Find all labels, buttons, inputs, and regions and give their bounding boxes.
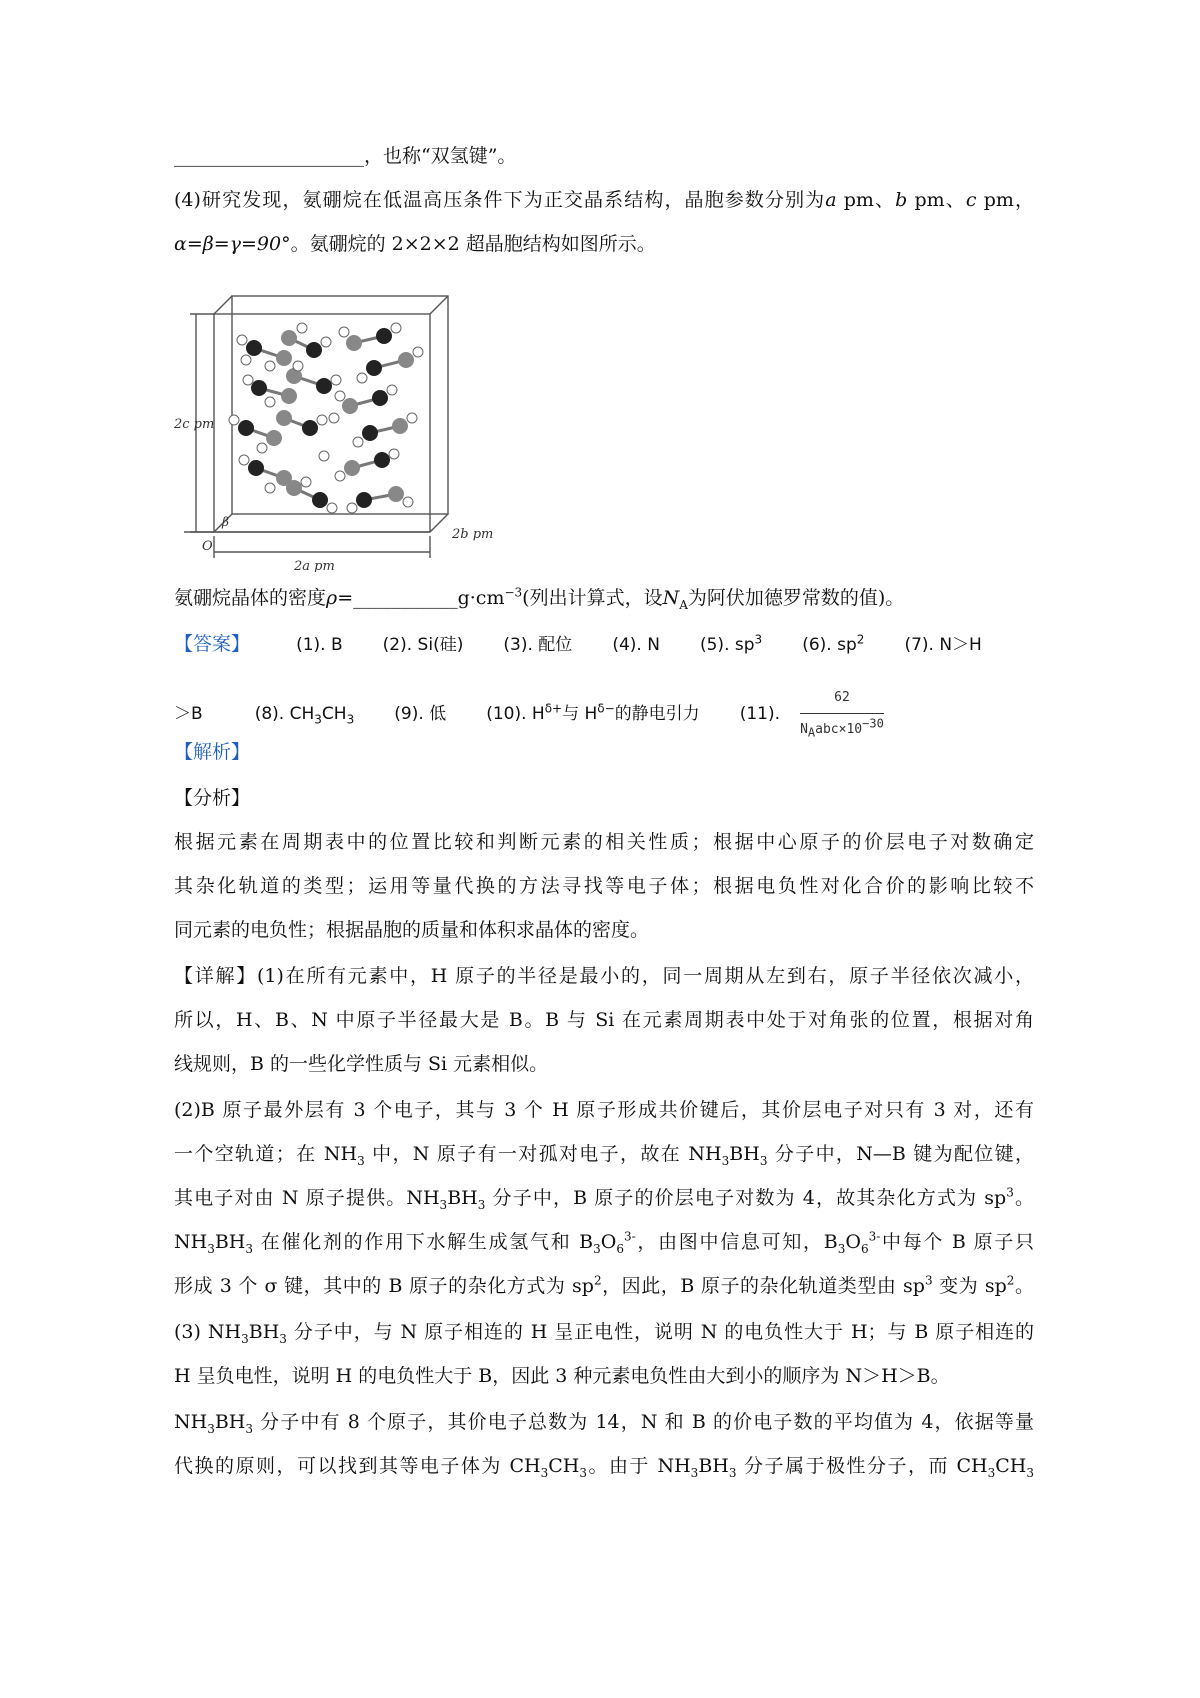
subscript: 3 [241,1331,249,1346]
answer-item [255,700,354,728]
text-line [174,584,1034,612]
superscript: 3- [868,1229,881,1244]
subscript: 3 [759,1153,768,1168]
text: BH [248,1321,280,1343]
subscript: 3 [579,1465,587,1480]
text: 分子中，与 N 原子相连的 H 呈正电性，说明 N 的电负性大于 H；与 B 原子相连的 [286,1321,1035,1343]
subscript: 3 [245,1421,254,1436]
text: 中，N 原子有一对孤对电子，故在 NH [364,1143,722,1165]
text: BH [214,1231,246,1253]
superscript: −3 [504,585,523,600]
paragraph-line [174,1228,1034,1256]
answer-item [486,700,700,728]
var-a: a [825,189,837,211]
text: (10). H [486,704,545,724]
answer-item: (4). N [612,635,660,655]
subscript: 3 [987,1465,996,1480]
superscript: 2 [856,632,865,647]
text-line [174,230,1034,258]
text: 分子中，B 原子的价层电子对数为 4，故其杂化方式为 sp [485,1187,1007,1209]
text: pm、 [907,189,966,211]
subscript: A [679,597,688,612]
text: 形成 3 个 σ 键，其中的 B 原子的杂化方式为 sp [174,1275,594,1297]
var-b: b [895,189,908,211]
text: BH [447,1187,478,1209]
superscript: 3 [1006,1185,1014,1200]
analysis-tag: 【解析】 [174,741,251,763]
superscript: 3 [924,1273,933,1288]
text: 分子属于极性分子，而 CH [736,1455,988,1477]
answer-item [700,631,762,659]
paragraph-line [174,1140,1034,1168]
text: ，因此，B 原子的杂化轨道类型由 sp [601,1275,925,1297]
text: BH [698,1455,729,1477]
var-rho: ρ [326,587,338,609]
text: H 呈负电性，说明 H 的电负性大于 B，因此 3 种元素电负性由大到小的顺序为 N＞H＞B。 [174,1365,950,1387]
answer-tag: 【答案】 [174,633,251,655]
paragraph-line [174,872,1034,900]
answer-item: (2). Si(硅) [382,635,464,655]
paragraph-line [174,1006,1034,1034]
text: ，由图中信息可知，B [635,1231,838,1253]
text: O [845,1231,861,1253]
subscript: 3 [346,712,355,727]
crystal-structure-figure [174,288,534,572]
answer-line [174,630,1034,659]
subscript: 3 [207,1241,215,1256]
paragraph-line [174,1050,1034,1078]
fenxi-tag-line [174,784,1034,812]
text-line [174,186,1034,214]
superscript: δ− [597,701,615,716]
text: 分子中有 8 个原子，其价电子总数为 14，N 和 B 的价电子数的平均值为 4，依据等量 [253,1411,1034,1433]
text: 变为 sp [932,1275,1007,1297]
answer-item: (1). B [296,635,343,655]
subscript: 3 [593,1241,601,1256]
subscript: 3 [357,1153,365,1168]
label-beta: β [222,515,229,529]
text: 。由于 NH [586,1455,691,1477]
paragraph-line [174,1318,1034,1346]
paragraph-line [174,1452,1034,1480]
text: 。 [1014,1275,1034,1297]
superscript: 3- [623,1229,636,1244]
text: 代换的原则，可以找到其等电子体为 CH [174,1455,541,1477]
answer-item: ＞B [174,704,203,724]
text: BH [729,1143,760,1165]
fenxi-tag: 【分析】 [174,787,251,809]
text: =___________g·cm [337,587,505,609]
paragraph-line [174,1096,1034,1124]
detail-tag: 【详解】 [174,965,257,987]
text: 分子中，N—B 键为配位键， [767,1143,1035,1165]
text: (1)在所有元素中，H 原子的半径是最小的，同一周期从左到右，原子半径依次减小， [256,965,1034,987]
answer-item [802,631,864,659]
text: (8). CH [254,704,315,724]
subscript: 3 [690,1465,699,1480]
text: 。 [1013,1187,1034,1209]
text: (3) NH [174,1321,242,1343]
paragraph-line [174,1184,1034,1212]
text: abc×10 [815,722,863,737]
text: 根据元素在周期表中的位置比较和判断元素的相关性质；根据中心原子的价层电子对数确定 [174,831,1034,853]
paragraph-line [174,828,1034,856]
answer-item: (3). 配位 [503,635,573,655]
label-2c: 2c pm [174,417,215,432]
text: (2)B 原子最外层有 3 个电子，其与 3 个 H 原子形成共价键后，其价层电子对只有 3 对，还有 [174,1099,1034,1121]
superscript: 2 [593,1273,602,1288]
text: 。氨硼烷的 2×2×2 超晶胞结构如图所示。 [290,233,656,255]
text: CH [321,704,347,724]
text-line [174,142,1034,170]
superscript: 3 [754,632,763,647]
text: 同元素的电负性；根据晶胞的质量和体积求晶体的密度。 [174,919,650,941]
label-2a: 2a pm [294,559,335,572]
subscript: 3 [728,1465,737,1480]
text: NH [174,1411,208,1433]
text: 的静电引力 [614,704,700,724]
subscript: 3 [477,1197,486,1212]
text: O [600,1231,617,1253]
text: 与 H [562,704,598,724]
subscript: 3 [1026,1465,1035,1480]
text: 所以，H、B、N 中原子半径最大是 B。B 与 Si 在元素周期表中处于对角张的位置，根据对角 [174,1009,1034,1031]
density-fraction [800,684,884,744]
text: CH [548,1455,580,1477]
var-n: N [662,587,680,609]
text: 其电子对由 N 原子提供。NH [174,1187,440,1209]
subscript: 3 [721,1153,730,1168]
subscript: 6 [616,1241,624,1256]
answer-item: (9). 低 [394,704,447,724]
text: N [800,722,808,737]
text: pm、 [836,189,896,211]
paragraph-line [174,962,1034,990]
subscript: A [807,725,816,740]
paragraph-line [174,1408,1034,1436]
text: (6). sp [802,635,857,655]
paragraph-line [174,1362,1034,1390]
subscript: 6 [860,1241,869,1256]
text: CH [995,1455,1027,1477]
text: 氨硼烷晶体的密度 [174,587,327,609]
text: NH [174,1231,208,1253]
answer-line [174,684,1034,744]
text: 线规则，B 的一些化学性质与 Si 元素相似。 [174,1053,549,1075]
text: pm， [976,189,1034,211]
superscript: 2 [1006,1273,1015,1288]
text: (5). sp [699,635,755,655]
superscript: δ+ [544,701,563,716]
subscript: 3 [837,1241,846,1256]
supercell-diagram [174,288,534,572]
text: 在催化剂的作用下水解生成氢气和 B [253,1231,594,1253]
paragraph-line [174,1272,1034,1300]
text: 为阿伏加德罗常数的值)。 [687,587,905,609]
answer-item: (7). N＞H [904,635,982,655]
paragraph-line [174,916,1034,944]
answer-item: (11). [739,704,781,724]
superscript: −30 [862,716,884,731]
subscript: 3 [245,1241,254,1256]
label-2b: 2b pm [452,527,494,542]
subscript: 3 [540,1465,549,1480]
analysis-tag-line [174,738,1034,766]
angle-text: α=β=γ=90° [174,233,291,255]
subscript: 3 [207,1421,215,1436]
text: (列出计算式，设 [522,587,663,609]
subscript: 3 [439,1197,448,1212]
text: BH [214,1411,246,1433]
label-origin: O [202,539,213,554]
text: (4)研究发现，氨硼烷在低温高压条件下为正交晶系结构，晶胞参数分别为 [174,189,826,211]
var-c: c [965,189,977,211]
subscript: 3 [314,712,322,727]
text: 一个空轨道；在 NH [174,1143,358,1165]
text: 其杂化轨道的类型；运用等量代换的方法寻找等电子体；根据电负性对化合价的影响比较不 [174,875,1034,897]
subscript: 3 [279,1331,287,1346]
fraction-numerator: 62 [800,684,884,714]
blank-line-text: ____________________，也称“双氢键”。 [174,145,517,167]
text: 中每个 B 原子只 [880,1231,1035,1253]
